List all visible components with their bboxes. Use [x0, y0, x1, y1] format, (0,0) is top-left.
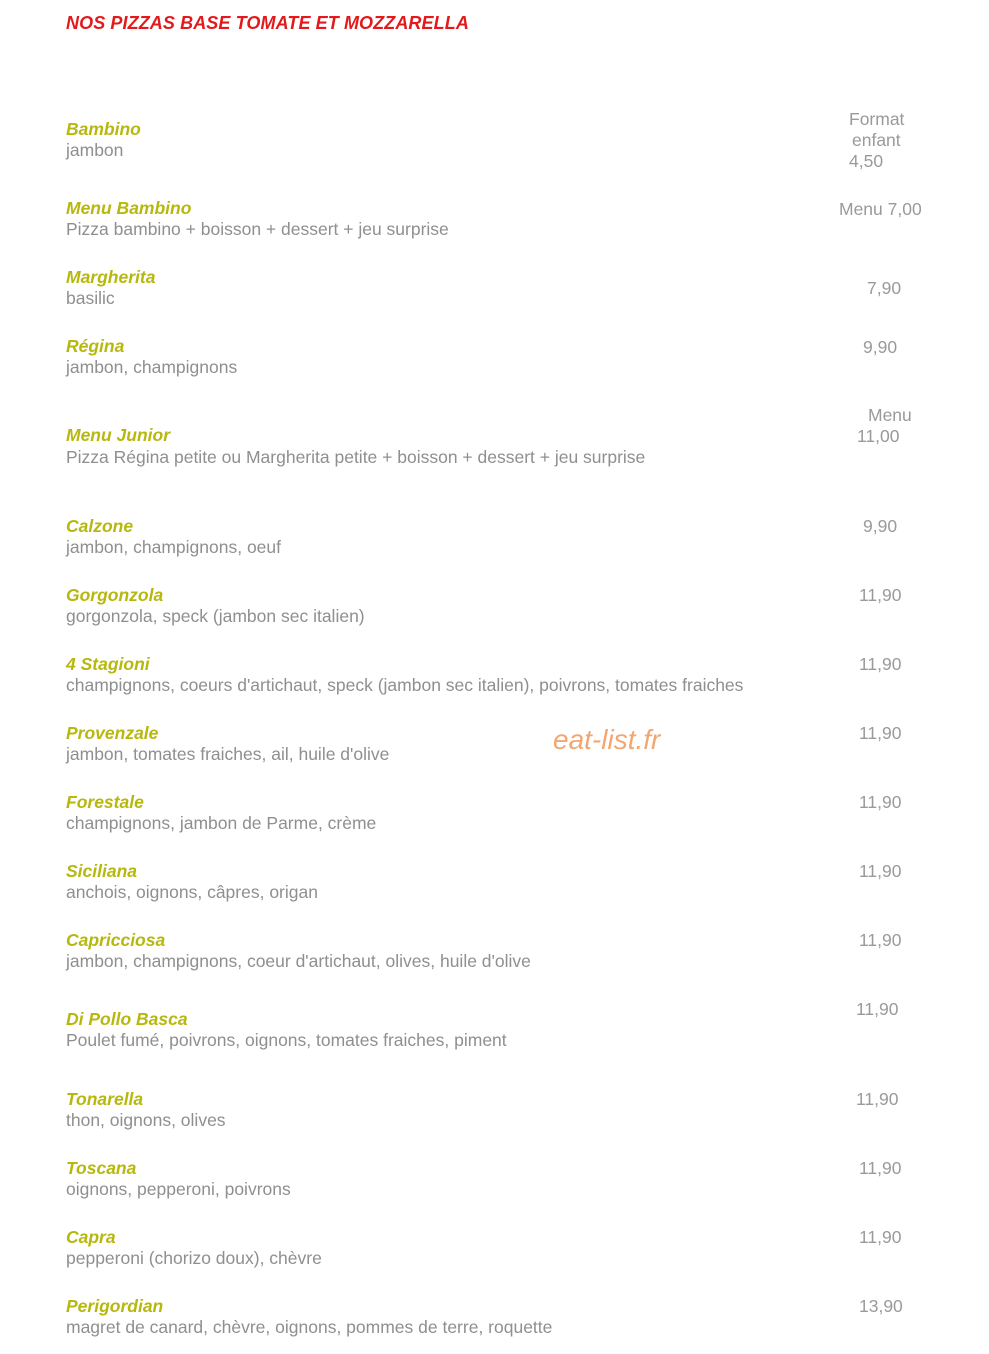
menu-item-price: [867, 278, 901, 299]
menu-item-price: [859, 1158, 902, 1179]
page-title: NOS PIZZAS BASE TOMATE ET MOZZARELLA: [66, 13, 469, 33]
menu-item-price: [859, 930, 902, 951]
menu-item-price: [859, 1296, 903, 1317]
menu-item-name: Tonarella: [66, 1089, 144, 1109]
menu-item-description: gorgonzola, speck (jambon sec italien): [66, 606, 365, 626]
menu-item-price: [859, 1227, 902, 1248]
menu-item-name: Menu Junior: [66, 425, 171, 445]
menu-item-name: Menu Bambino: [66, 198, 192, 218]
menu-item-price: [859, 585, 902, 606]
menu-item-description: jambon, champignons, coeur d'artichaut, olives, huile d'olive: [66, 951, 531, 971]
menu-item-description: magret de canard, chèvre, oignons, pommes de terre, roquette: [66, 1317, 553, 1337]
price-line: 11,90: [859, 861, 902, 881]
menu-item-description: champignons, jambon de Parme, crème: [66, 813, 377, 833]
menu-item-description: basilic: [66, 288, 115, 308]
menu-item-price: [859, 654, 902, 675]
price-line: 11,90: [859, 930, 902, 950]
menu-item-name: Provenzale: [66, 723, 159, 743]
price-line: 9,90: [863, 516, 898, 536]
price-line: 9,90: [863, 337, 898, 357]
price-line: Menu 7,00: [839, 199, 922, 219]
price-line: 11,90: [859, 1158, 902, 1178]
menu-item-price: [863, 337, 897, 358]
menu-item-description: anchois, oignons, câpres, origan: [66, 882, 318, 902]
price-line: 11,90: [859, 723, 902, 743]
price-line: 11,90: [859, 1227, 902, 1247]
menu-item-description: thon, oignons, olives: [66, 1110, 226, 1130]
price-line: Format: [849, 109, 905, 129]
watermark: eat-list.fr: [553, 724, 661, 755]
menu-item-name: Calzone: [66, 516, 134, 536]
menu-item-name: Gorgonzola: [66, 585, 164, 605]
menu-item-price: [863, 516, 897, 537]
price-line: 11,90: [856, 999, 899, 1019]
menu-item-price: [849, 109, 904, 172]
price-line: 11,90: [856, 1089, 899, 1109]
menu-item-description: jambon: [66, 140, 124, 160]
menu-item-name: Bambino: [66, 119, 141, 139]
menu-item-name: Capricciosa: [66, 930, 166, 950]
menu-item-price: [857, 405, 912, 447]
menu-item-name: Capra: [66, 1227, 116, 1247]
menu-item-description: champignons, coeurs d'artichaut, speck (jambon sec italien), poivrons, tomates fraiches: [66, 675, 744, 695]
menu-item-name: Régina: [66, 336, 125, 356]
menu-item-price: [839, 199, 922, 220]
menu-item-name: Forestale: [66, 792, 144, 812]
price-line: 7,90: [867, 278, 902, 298]
price-line: 11,00: [857, 426, 900, 446]
menu-item-name: Toscana: [66, 1158, 137, 1178]
menu-item-price: [859, 792, 902, 813]
menu-item-description: jambon, champignons: [66, 357, 238, 377]
price-line: Menu: [868, 405, 912, 425]
menu-item-description: Pizza bambino + boisson + dessert + jeu surprise: [66, 219, 449, 239]
menu-item-description: Pizza Régina petite ou Margherita petite + boisson + dessert + jeu surprise: [66, 447, 646, 467]
menu-item-name: Margherita: [66, 267, 156, 287]
menu-item-name: Perigordian: [66, 1296, 164, 1316]
menu-item-description: Poulet fumé, poivrons, oignons, tomates fraiches, piment: [66, 1030, 507, 1050]
menu-item-price: [859, 723, 902, 744]
menu-item-price: [856, 1089, 899, 1110]
menu-item-name: Siciliana: [66, 861, 138, 881]
menu-item-name: 4 Stagioni: [66, 654, 150, 674]
menu-item-description: pepperoni (chorizo doux), chèvre: [66, 1248, 322, 1268]
menu-item-price: [856, 999, 899, 1020]
price-line: 13,90: [859, 1296, 903, 1316]
price-line: 11,90: [859, 654, 902, 674]
menu-item-description: jambon, tomates fraiches, ail, huile d'olive: [66, 744, 390, 764]
menu-item-name: Di Pollo Basca: [66, 1009, 188, 1029]
menu-item-price: [859, 861, 902, 882]
menu-item-description: oignons, pepperoni, poivrons: [66, 1179, 291, 1199]
menu-item-description: jambon, champignons, oeuf: [66, 537, 281, 557]
price-line: enfant: [852, 130, 901, 150]
price-line: 4,50: [849, 151, 884, 171]
price-line: 11,90: [859, 792, 902, 812]
price-line: 11,90: [859, 585, 902, 605]
